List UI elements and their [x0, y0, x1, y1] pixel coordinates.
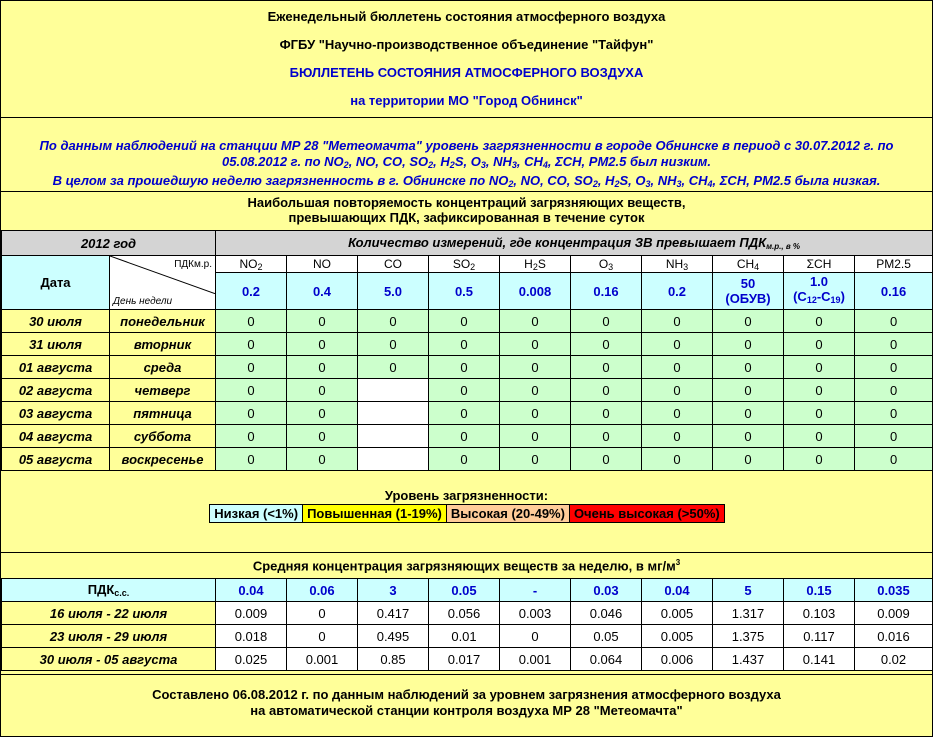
- pollutant-header-0: $NO_2$: [216, 256, 287, 273]
- pdk-value-8: [784, 273, 855, 310]
- value-cell: 0: [784, 425, 855, 448]
- value-cell: 0: [784, 310, 855, 333]
- row-weekday: вторник: [110, 333, 216, 356]
- weekly-value: 0: [287, 602, 358, 625]
- value-cell: 0: [571, 356, 642, 379]
- weekly-value: 0.103: [784, 602, 855, 625]
- bulletin-subtitle: Еженедельный бюллетень состояния атмосферного воздуха: [267, 9, 666, 24]
- weekly-pdk-value-0: 0.04: [216, 579, 287, 602]
- empty-cell: [358, 448, 429, 471]
- pdk-value-1: 0.4: [287, 273, 358, 310]
- value-cell: 0: [855, 310, 933, 333]
- date-header: Дата: [2, 256, 110, 310]
- value-cell: 0: [429, 425, 500, 448]
- repeat-title-line-1: Наибольшая повторяемость концентраций загрязняющих веществ,: [247, 195, 686, 210]
- value-cell: 0: [855, 448, 933, 471]
- value-cell: 0: [216, 379, 287, 402]
- value-cell: 0: [287, 379, 358, 402]
- value-cell: 0: [642, 402, 713, 425]
- pollutant-header-6: $NH_3$: [642, 256, 713, 273]
- value-cell: 0: [500, 402, 571, 425]
- weekly-period: 30 июля - 05 августа: [2, 648, 216, 671]
- value-cell: 0: [713, 310, 784, 333]
- value-cell: 0: [500, 310, 571, 333]
- weekly-pdk-value-5: 0.03: [571, 579, 642, 602]
- weekly-value: 0.016: [855, 625, 933, 648]
- weekly-value: 0.117: [784, 625, 855, 648]
- weekly-value: 0.009: [216, 602, 287, 625]
- divider: [1, 674, 932, 675]
- daily-row: [2, 379, 933, 402]
- footer-note: [1, 687, 932, 719]
- legend-title: Уровень загрязненности:: [384, 488, 549, 503]
- value-cell: 0: [571, 448, 642, 471]
- value-cell: 0: [571, 402, 642, 425]
- daily-row: [2, 310, 933, 333]
- legend-item-2: Высокая (20-49%): [446, 504, 570, 523]
- weekly-row: [2, 648, 933, 671]
- weekly-title-unit-power: 3: [675, 558, 681, 567]
- summary-line-1: По данным наблюдений на станции МР 28 "Метеомачта" уровень загрязненности в городе Обнинске в период с 30.07.2012 г. по: [39, 138, 894, 153]
- value-cell: 0: [216, 402, 287, 425]
- weekly-value: 0.02: [855, 648, 933, 671]
- pollutant-header-1: NO: [287, 256, 358, 273]
- pollutant-header-2: CO: [358, 256, 429, 273]
- pdk-mr-label: ПДКм.р.: [174, 259, 212, 270]
- summary-line-3: В целом за прошедшую неделю загрязненность в г. Обнинске по $NO_2$, NO, CO, $SO_2$, $H_2S$, $O_3$, $NH_3$, $CH_4$, ΣCH, PM2.5 была низкая.: [52, 173, 881, 189]
- daily-row: [2, 448, 933, 471]
- row-weekday: понедельник: [110, 310, 216, 333]
- value-cell: 0: [216, 310, 287, 333]
- divider: [1, 117, 932, 118]
- pdk-value-2: 5.0: [358, 273, 429, 310]
- value-cell: 0: [642, 333, 713, 356]
- weekly-pdk-value-8: 0.15: [784, 579, 855, 602]
- weekly-value: 0.025: [216, 648, 287, 671]
- legend-items: [209, 506, 724, 521]
- value-cell: 0: [642, 310, 713, 333]
- weekly-pdk-value-7: 5: [713, 579, 784, 602]
- row-weekday: четверг: [110, 379, 216, 402]
- weekly-value: 0.495: [358, 625, 429, 648]
- divider: [1, 552, 932, 553]
- weekly-pdk-value-2: 3: [358, 579, 429, 602]
- weekly-value: 0.417: [358, 602, 429, 625]
- row-weekday: среда: [110, 356, 216, 379]
- weekly-value: 0.018: [216, 625, 287, 648]
- value-cell: 0: [642, 425, 713, 448]
- row-date: 30 июля: [2, 310, 110, 333]
- weekly-period: 23 июля - 29 июля: [2, 625, 216, 648]
- value-cell: 0: [713, 448, 784, 471]
- organization-name: ФГБУ "Научно-производственное объединение "Тайфун": [279, 37, 654, 52]
- pdk-note: (ОБУВ): [725, 291, 771, 306]
- value-cell: 0: [429, 379, 500, 402]
- value-cell: 0: [713, 402, 784, 425]
- value-cell: 0: [855, 379, 933, 402]
- row-weekday: воскресенье: [110, 448, 216, 471]
- row-date: 04 августа: [2, 425, 110, 448]
- value-cell: 0: [500, 448, 571, 471]
- value-cell: 0: [713, 356, 784, 379]
- weekly-value: 1.317: [713, 602, 784, 625]
- pdk-value-9: 0.16: [855, 273, 933, 310]
- daily-exceedance-table: [1, 230, 933, 471]
- weekly-value: 0.046: [571, 602, 642, 625]
- weekly-value: 0.017: [429, 648, 500, 671]
- weekly-period: 16 июля - 22 июля: [2, 602, 216, 625]
- value-cell: 0: [855, 356, 933, 379]
- pollutant-header-5: $O_3$: [571, 256, 642, 273]
- weekly-pdk-row: [2, 579, 933, 602]
- weekly-value: 0.001: [500, 648, 571, 671]
- weekday-label: День недели: [113, 296, 173, 307]
- value-cell: 0: [571, 425, 642, 448]
- daily-row: [2, 425, 933, 448]
- value-cell: 0: [500, 379, 571, 402]
- weekly-value: 0.056: [429, 602, 500, 625]
- footer-line-2: на автоматической станции контроля воздуха МР 28 "Метеомачта": [250, 703, 683, 718]
- count-header-sub: м.р., в %: [766, 242, 801, 251]
- value-cell: 0: [571, 333, 642, 356]
- pollutant-header-row: [2, 256, 933, 273]
- weekly-value: 0.003: [500, 602, 571, 625]
- legend-item-0: Низкая (<1%): [209, 504, 303, 523]
- row-date: 05 августа: [2, 448, 110, 471]
- value-cell: 0: [784, 448, 855, 471]
- row-date: 02 августа: [2, 379, 110, 402]
- value-cell: 0: [855, 425, 933, 448]
- weekly-pdk-text: ПДК: [87, 582, 115, 597]
- pdk-value-text: 50: [740, 276, 756, 291]
- legend-item-3: Очень высокая (>50%): [569, 504, 725, 523]
- weekly-row: [2, 625, 933, 648]
- daily-row: [2, 402, 933, 425]
- weekly-value: 0.01: [429, 625, 500, 648]
- value-cell: 0: [642, 448, 713, 471]
- weekly-pdk-sub: с.с.: [114, 588, 130, 598]
- value-cell: 0: [429, 333, 500, 356]
- weekly-pdk-label: [2, 579, 216, 602]
- pdk-note: $(C_{12}-C_{19})$: [793, 289, 845, 305]
- value-cell: 0: [571, 379, 642, 402]
- pollutant-header-3: $SO_2$: [429, 256, 500, 273]
- divider: [1, 191, 932, 192]
- value-cell: 0: [216, 356, 287, 379]
- value-cell: 0: [358, 333, 429, 356]
- weekly-pdk-value-6: 0.04: [642, 579, 713, 602]
- weekly-value: 1.437: [713, 648, 784, 671]
- value-cell: 0: [713, 379, 784, 402]
- value-cell: 0: [287, 356, 358, 379]
- value-cell: 0: [713, 333, 784, 356]
- year-cell: 2012 год: [2, 231, 216, 256]
- pollution-legend: [1, 504, 932, 523]
- weekly-title-text: Средняя концентрация загрязняющих веществ за неделю, в мг/м: [252, 558, 676, 574]
- value-cell: 0: [855, 402, 933, 425]
- weekly-row: [2, 602, 933, 625]
- value-cell: 0: [642, 379, 713, 402]
- value-cell: 0: [784, 379, 855, 402]
- pdk-value-6: 0.2: [642, 273, 713, 310]
- value-cell: 0: [500, 333, 571, 356]
- value-cell: 0: [216, 425, 287, 448]
- value-cell: 0: [287, 402, 358, 425]
- summary-paragraph: [1, 138, 932, 192]
- value-cell: 0: [216, 333, 287, 356]
- value-cell: 0: [500, 356, 571, 379]
- row-date: 01 августа: [2, 356, 110, 379]
- daily-row: [2, 333, 933, 356]
- pdk-value-3: 0.5: [429, 273, 500, 310]
- empty-cell: [358, 425, 429, 448]
- row-weekday: суббота: [110, 425, 216, 448]
- value-cell: 0: [358, 356, 429, 379]
- weekly-value: 1.375: [713, 625, 784, 648]
- row-date: 31 июля: [2, 333, 110, 356]
- value-cell: 0: [216, 448, 287, 471]
- pdk-value-5: 0.16: [571, 273, 642, 310]
- weekly-value: 0.005: [642, 602, 713, 625]
- weekly-pdk-value-9: 0.035: [855, 579, 933, 602]
- summary-line-2: 05.08.2012 г. по $NO_2$, NO, CO, $SO_2$, $H_2S$, $O_3$, $NH_3$, $CH_4$, ΣCH, PM2.5 был низким.: [222, 154, 711, 170]
- territory-title: на территории МО "Город Обнинск": [350, 93, 583, 108]
- row-weekday: пятница: [110, 402, 216, 425]
- value-cell: 0: [713, 425, 784, 448]
- pdk-value-0: 0.2: [216, 273, 287, 310]
- legend-item-1: Повышенная (1-19%): [302, 504, 447, 523]
- value-cell: 0: [287, 425, 358, 448]
- value-cell: 0: [287, 448, 358, 471]
- weekly-value: 0: [500, 625, 571, 648]
- footer-line-1: Составлено 06.08.2012 г. по данным наблюдений за уровнем загрязнения атмосферного воздуха: [152, 687, 781, 702]
- daily-header-row: [2, 231, 933, 256]
- value-cell: 0: [429, 310, 500, 333]
- empty-cell: [358, 379, 429, 402]
- pdk-value-7: [713, 273, 784, 310]
- pollutant-header-8: ΣCH: [784, 256, 855, 273]
- empty-cell: [358, 402, 429, 425]
- weekly-average-table: [1, 578, 933, 671]
- value-cell: 0: [642, 356, 713, 379]
- weekly-pdk-value-3: 0.05: [429, 579, 500, 602]
- value-cell: 0: [287, 310, 358, 333]
- weekly-value: 0.141: [784, 648, 855, 671]
- count-header-text: Количество измерений, где концентрация ЗВ превышает ПДК: [348, 235, 767, 250]
- repeat-title-line-2: превышающих ПДК, зафиксированная в течение суток: [288, 210, 645, 225]
- value-cell: 0: [358, 310, 429, 333]
- weekly-value: 0: [287, 625, 358, 648]
- value-cell: 0: [429, 356, 500, 379]
- row-date: 03 августа: [2, 402, 110, 425]
- bulletin-title: БЮЛЛЕТЕНЬ СОСТОЯНИЯ АТМОСФЕРНОГО ВОЗДУХА: [289, 65, 644, 80]
- value-cell: 0: [784, 356, 855, 379]
- value-cell: 0: [784, 402, 855, 425]
- value-cell: 0: [855, 333, 933, 356]
- weekly-value: 0.009: [855, 602, 933, 625]
- pdk-weekday-header: [110, 256, 216, 310]
- value-cell: 0: [571, 310, 642, 333]
- value-cell: 0: [784, 333, 855, 356]
- pollutant-header-7: $CH_4$: [713, 256, 784, 273]
- weekly-pdk-value-1: 0.06: [287, 579, 358, 602]
- value-cell: 0: [429, 402, 500, 425]
- value-cell: 0: [500, 425, 571, 448]
- weekly-value: 0.001: [287, 648, 358, 671]
- weekly-value: 0.85: [358, 648, 429, 671]
- pollutant-header-9: PM2.5: [855, 256, 933, 273]
- weekly-pdk-value-4: -: [500, 579, 571, 602]
- repeat-section-title: [1, 195, 932, 225]
- pdk-value-text: 1.0: [809, 274, 829, 289]
- value-cell: 0: [287, 333, 358, 356]
- weekly-value: 0.006: [642, 648, 713, 671]
- weekly-value: 0.005: [642, 625, 713, 648]
- pdk-value-4: 0.008: [500, 273, 571, 310]
- weekly-title: [1, 558, 932, 573]
- pollutant-header-4: $H_2S$: [500, 256, 571, 273]
- weekly-value: 0.064: [571, 648, 642, 671]
- count-header: [216, 231, 933, 256]
- weekly-value: 0.05: [571, 625, 642, 648]
- daily-row: [2, 356, 933, 379]
- value-cell: 0: [429, 448, 500, 471]
